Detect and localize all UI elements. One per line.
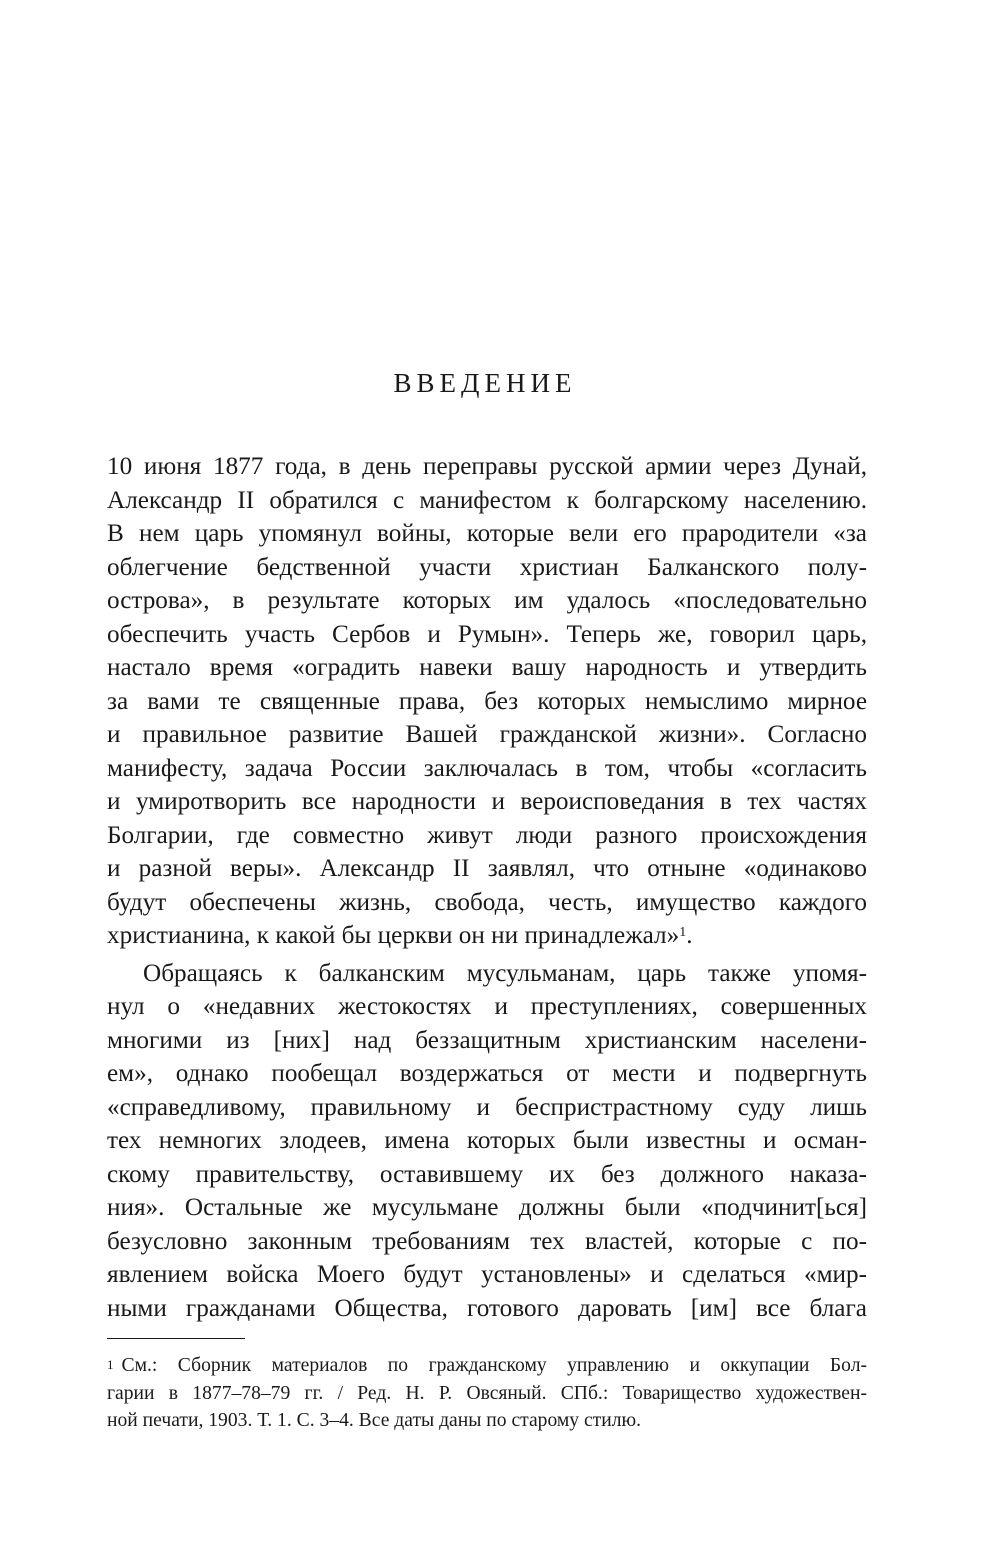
text-line: острова», в результате которых им удалось «последовательно: [107, 587, 867, 614]
text-line: ния». Остальные же мусульмане должны были «подчинит[ься]: [107, 1194, 867, 1221]
text-line: и умиротворить все народности и вероисповедания в тех частях: [107, 788, 867, 815]
text-line: будут обеспечены жизнь, свобода, честь, имущество каждого: [107, 888, 867, 916]
text-line: настало время «оградить навеки вашу народность и утвердить: [107, 654, 867, 681]
text-line: облегчение бедственной участи христиан Балканского полу-: [107, 553, 867, 581]
text-line: и разной веры». Александр II заявлял, что отныне «одинаково: [107, 855, 867, 882]
text-line: 10 июня 1877 года, в день переправы русской армии через Дунай,: [107, 453, 867, 480]
text-line-last: [107, 919, 867, 953]
text-line: манифесту, задача России заключалась в том, чтобы «согласить: [107, 754, 867, 782]
text-line: и правильное развитие Вашей гражданской жизни». Согласно: [107, 721, 867, 748]
paragraph-1: [107, 450, 867, 953]
text-line: нул о «недавних жестокостях и преступлениях, совершенных: [107, 993, 867, 1020]
footnote-mark: 1: [107, 1357, 114, 1372]
sentence-end: .: [686, 922, 693, 949]
text-line: за вами те священные права, без которых немыслимо мирное: [107, 687, 867, 715]
footnote-line: ной печати, 1903. Т. 1. С. 3–4. Все даты даны по старому стилю.: [107, 1410, 642, 1431]
text-line: ными гражданами Общества, готового даровать [им] все блага: [107, 1294, 867, 1322]
footnote-line: [107, 1352, 867, 1380]
chapter-heading: ВВЕДЕНИЕ: [393, 368, 577, 398]
text-line-content: христианина, к какой бы церкви он ни принадлежал»: [107, 922, 680, 949]
footnote-text: См.: Сборник материалов по гражданскому управлению и оккупации Бол-: [121, 1355, 867, 1376]
text-line: явлением войска Моего будут установлены» и сделаться «мир-: [107, 1261, 867, 1288]
text-line: тех немногих злодеев, имена которых были известны и осман-: [107, 1127, 867, 1154]
text-line: ем», однако пообещал воздержаться от мести и подвергнуть: [107, 1060, 867, 1087]
body-text: [107, 450, 867, 1325]
paragraph-2: [107, 957, 867, 1326]
text-line: Обращаясь к балканским мусульманам, царь также упомя-: [143, 959, 867, 987]
text-line: В нем царь упомянул войны, которые вели его прародители «за: [107, 520, 867, 547]
footnote: [107, 1352, 867, 1435]
footnote-line: гарии в 1877–78–79 гг. / Ред. Н. Р. Овсяный. СПб.: Товарищество художествен-: [107, 1382, 867, 1404]
text-line: скому правительству, оставившему их без должного наказа-: [107, 1160, 867, 1188]
footnote-reference[interactable]: 1: [679, 925, 687, 940]
text-line: Александр II обратился с манифестом к болгарскому населению.: [107, 486, 867, 514]
text-line: безусловно законным требованиям тех властей, которые с по-: [107, 1227, 867, 1255]
text-line: Болгарии, где совместно живут люди разного происхождения: [107, 821, 867, 849]
footnote-divider: [107, 1338, 245, 1339]
text-line: многими из [них] над беззащитным христианским населени-: [107, 1026, 867, 1054]
text-line: «справедливому, правильному и беспристрастному суду лишь: [107, 1093, 867, 1121]
text-line: обеспечить участь Сербов и Румын». Теперь же, говорил царь,: [107, 620, 867, 648]
